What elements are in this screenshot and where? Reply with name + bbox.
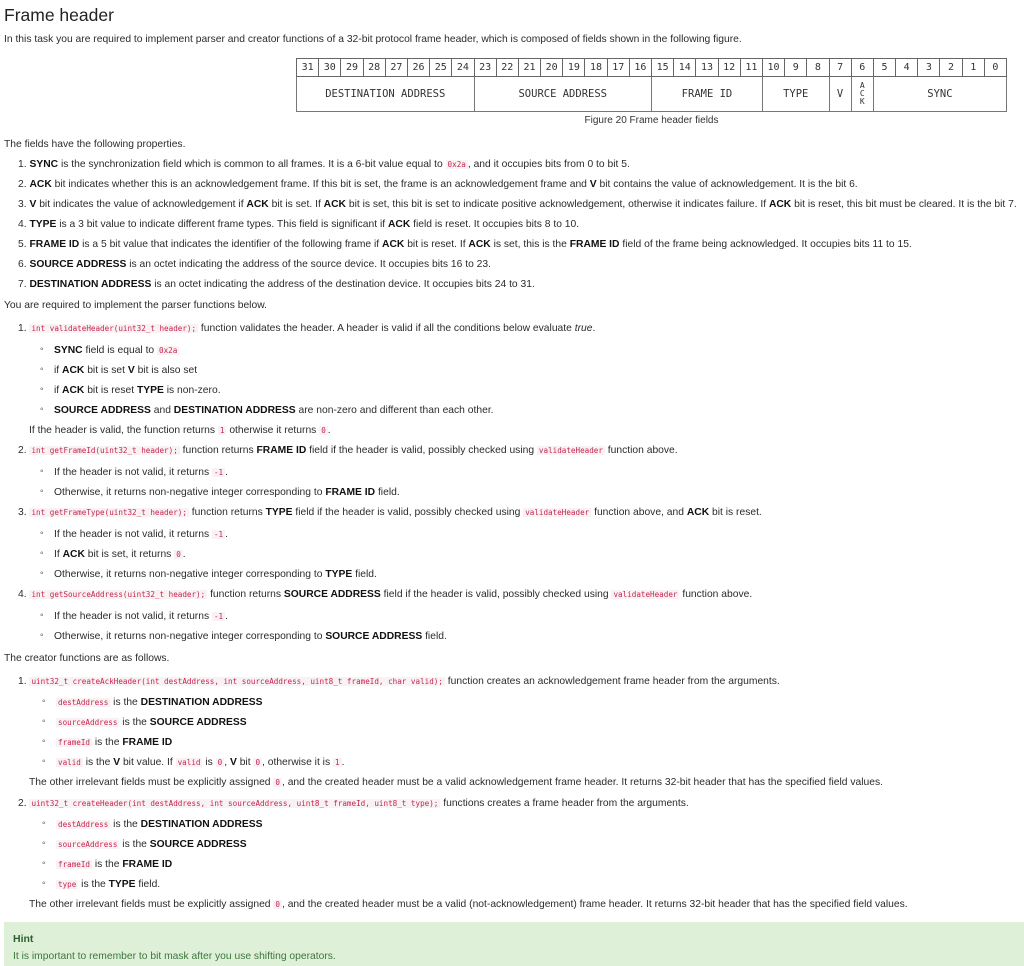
bit-number-cell: 7	[829, 59, 851, 77]
bit-number-cell: 20	[541, 59, 563, 77]
condition-item: ◦ if ACK bit is reset TYPE is non-zero.	[54, 385, 221, 396]
argument-item: ◦ frameId is the FRAME ID	[56, 859, 172, 870]
argument-item: ◦ frameId is the FRAME ID	[56, 737, 172, 748]
bit-number-cell: 24	[452, 59, 474, 77]
argument-item: ◦ destAddress is the DESTINATION ADDRESS	[56, 697, 263, 708]
return-rule: ◦ If the header is not valid, it returns -1 .	[54, 529, 228, 540]
field-ack: A C K	[851, 77, 873, 112]
return-rule: ◦ If the header is not valid, it returns -1 .	[54, 611, 228, 622]
condition-item: ◦ SOURCE ADDRESS and DESTINATION ADDRESS are non-zero and different than each other.	[54, 405, 494, 416]
condition-item: ◦ SYNC field is equal to 0x2a	[54, 345, 179, 356]
field-frame-id: FRAME ID	[652, 77, 763, 112]
bit-number-row	[297, 59, 1007, 77]
return-rule: ◦ If the header is not valid, it returns -1 .	[54, 467, 228, 478]
bit-number-cell: 11	[740, 59, 762, 77]
validate-header-signature: int validateHeader(uint32_t header);	[31, 324, 197, 333]
argument-item: ◦ destAddress is the DESTINATION ADDRESS	[56, 819, 263, 830]
bit-number-cell: 15	[652, 59, 674, 77]
bit-number-cell: 29	[341, 59, 363, 77]
argument-item: ◦ type is the TYPE field.	[56, 879, 160, 890]
get-frame-type-signature: int getFrameType(uint32_t header);	[31, 508, 187, 517]
validate-return-text: If the header is valid, the function returns 1 otherwise it returns 0 .	[29, 425, 331, 436]
bit-number-cell: 17	[607, 59, 629, 77]
hint-title: Hint	[13, 933, 34, 945]
validate-header-item: 1. int validateHeader(uint32_t header); function validates the header. A header is valid if all the conditions below evaluate true.	[18, 323, 596, 334]
field-v: V	[829, 77, 851, 112]
argument-item: ◦ sourceAddress is the SOURCE ADDRESS	[56, 717, 247, 728]
get-source-address-signature: int getSourceAddress(uint32_t header);	[31, 590, 206, 599]
property-item: 5. FRAME ID is a 5 bit value that indicates the identifier of the following frame if ACK bit is reset. If ACK is set, this is the FRAME ID field of the frame being acknowledged. It occupies bits 11 to 15.	[18, 239, 912, 250]
create-ack-header-signature: uint32_t createAckHeader(int destAddress, int sourceAddress, uint8_t frameId, char valid);	[31, 677, 443, 686]
property-item: 2. ACK bit indicates whether this is an acknowledgement frame. If this bit is set, the frame is an acknowledgement frame and V bit contains the value of acknowledgement. It is the bit 6.	[18, 179, 858, 190]
bit-number-cell: 31	[297, 59, 319, 77]
get-source-address-item: 4. int getSourceAddress(uint32_t header); function returns SOURCE ADDRESS field if the header is valid, possibly checked using validateHeader function above.	[18, 589, 753, 600]
create-header-note: The other irrelevant fields must be explicitly assigned 0 , and the created header must be a valid (not-acknowledgement) frame header. It returns 32-bit header that has the specified field values.	[29, 899, 908, 910]
page-title: Frame header	[4, 5, 114, 25]
bit-number-cell: 25	[430, 59, 452, 77]
creator-intro: The creator functions are as follows.	[4, 653, 170, 664]
bit-number-cell: 0	[984, 59, 1006, 77]
bit-number-cell: 18	[585, 59, 607, 77]
bit-number-cell: 26	[407, 59, 429, 77]
return-rule: ◦ Otherwise, it returns non-negative integer corresponding to SOURCE ADDRESS field.	[54, 631, 447, 642]
create-ack-note: The other irrelevant fields must be explicitly assigned 0 , and the created header must be a valid acknowledgement frame header. It returns 32-bit header that has the specified field values.	[29, 777, 883, 788]
bit-number-cell: 21	[518, 59, 540, 77]
get-frame-id-item: 2. int getFrameId(uint32_t header); function returns FRAME ID field if the header is valid, possibly checked using validateHeader function above.	[18, 445, 678, 456]
bit-number-cell: 9	[785, 59, 807, 77]
bit-number-cell: 6	[851, 59, 873, 77]
return-rule: ◦ Otherwise, it returns non-negative integer corresponding to TYPE field.	[54, 569, 377, 580]
parser-intro: You are required to implement the parser functions below.	[4, 300, 267, 311]
bit-number-cell: 23	[474, 59, 496, 77]
bit-field-table	[296, 58, 1007, 112]
bit-number-cell: 3	[918, 59, 940, 77]
bit-number-cell: 22	[496, 59, 518, 77]
hint-body: It is important to remember to bit mask after you use shifting operators.	[13, 951, 336, 962]
frame-header-figure	[296, 58, 1007, 126]
argument-item: ◦ valid is the V bit value. If valid is 0 , V bit 0 , otherwise it is 1 .	[56, 757, 344, 768]
bit-number-cell: 4	[896, 59, 918, 77]
bit-number-cell: 27	[385, 59, 407, 77]
figure-caption: Figure 20 Frame header fields	[584, 115, 719, 126]
bit-number-cell: 12	[718, 59, 740, 77]
bit-number-cell: 28	[363, 59, 385, 77]
property-item: 1. SYNC is the synchronization field which is common to all frames. It is a 6-bit value equal to 0x2a , and it occupies bits from 0 to bit 5.	[18, 159, 630, 170]
bit-number-cell: 5	[873, 59, 895, 77]
property-item: 4. TYPE is a 3 bit value to indicate different frame types. This field is significant if ACK field is reset. It occupies bits 8 to 10.	[18, 219, 580, 230]
condition-item: ◦ if ACK bit is set V bit is also set	[54, 365, 197, 376]
bit-number-cell: 14	[674, 59, 696, 77]
create-header-item: 2. uint32_t createHeader(int destAddress, int sourceAddress, uint8_t frameId, uint8_t type); functions creates a frame header from the arguments.	[18, 798, 689, 809]
argument-item: ◦ sourceAddress is the SOURCE ADDRESS	[56, 839, 247, 850]
field-source-address: SOURCE ADDRESS	[474, 77, 652, 112]
bit-number-cell: 19	[563, 59, 585, 77]
create-ack-header-item: 1. uint32_t createAckHeader(int destAddress, int sourceAddress, uint8_t frameId, char valid); function creates an acknowledgement frame header from the arguments.	[18, 676, 780, 687]
field-row	[297, 77, 1007, 112]
property-item: 7. DESTINATION ADDRESS is an octet indicating the address of the destination device. It occupies bits 24 to 31.	[18, 279, 535, 290]
hint-box	[4, 922, 1024, 966]
bit-number-cell: 16	[629, 59, 651, 77]
intro-text: In this task you are required to implement parser and creator functions of a 32-bit protocol frame header, which is composed of fields shown in the following figure.	[4, 34, 742, 45]
bit-number-cell: 10	[762, 59, 784, 77]
return-rule: ◦ Otherwise, it returns non-negative integer corresponding to FRAME ID field.	[54, 487, 400, 498]
field-type: TYPE	[762, 77, 829, 112]
field-sync: SYNC	[873, 77, 1006, 112]
get-frame-type-item: 3. int getFrameType(uint32_t header); function returns TYPE field if the header is valid, possibly checked using validateHeader function above, and ACK bit is reset.	[18, 507, 762, 518]
bit-number-cell: 13	[696, 59, 718, 77]
return-rule: ◦ If ACK bit is set, it returns 0 .	[54, 549, 186, 560]
get-frame-id-signature: int getFrameId(uint32_t header);	[31, 446, 178, 455]
bit-number-cell: 8	[807, 59, 829, 77]
bit-number-cell: 30	[319, 59, 341, 77]
property-item: 3. V bit indicates the value of acknowledgement if ACK bit is set. If ACK bit is set, this bit is set to indicate positive acknowledgement, otherwise it indicates failure. If ACK bit is reset, this bit must be cleared. It is the bit 7.	[18, 199, 1017, 210]
property-item: 6. SOURCE ADDRESS is an octet indicating the address of the source device. It occupies bits 16 to 23.	[18, 259, 491, 270]
create-header-signature: uint32_t createHeader(int destAddress, int sourceAddress, uint8_t frameId, uint8_t type);	[31, 799, 439, 808]
bit-number-cell: 2	[940, 59, 962, 77]
bit-number-cell: 1	[962, 59, 984, 77]
field-destination-address: DESTINATION ADDRESS	[297, 77, 475, 112]
properties-intro: The fields have the following properties.	[4, 139, 186, 150]
